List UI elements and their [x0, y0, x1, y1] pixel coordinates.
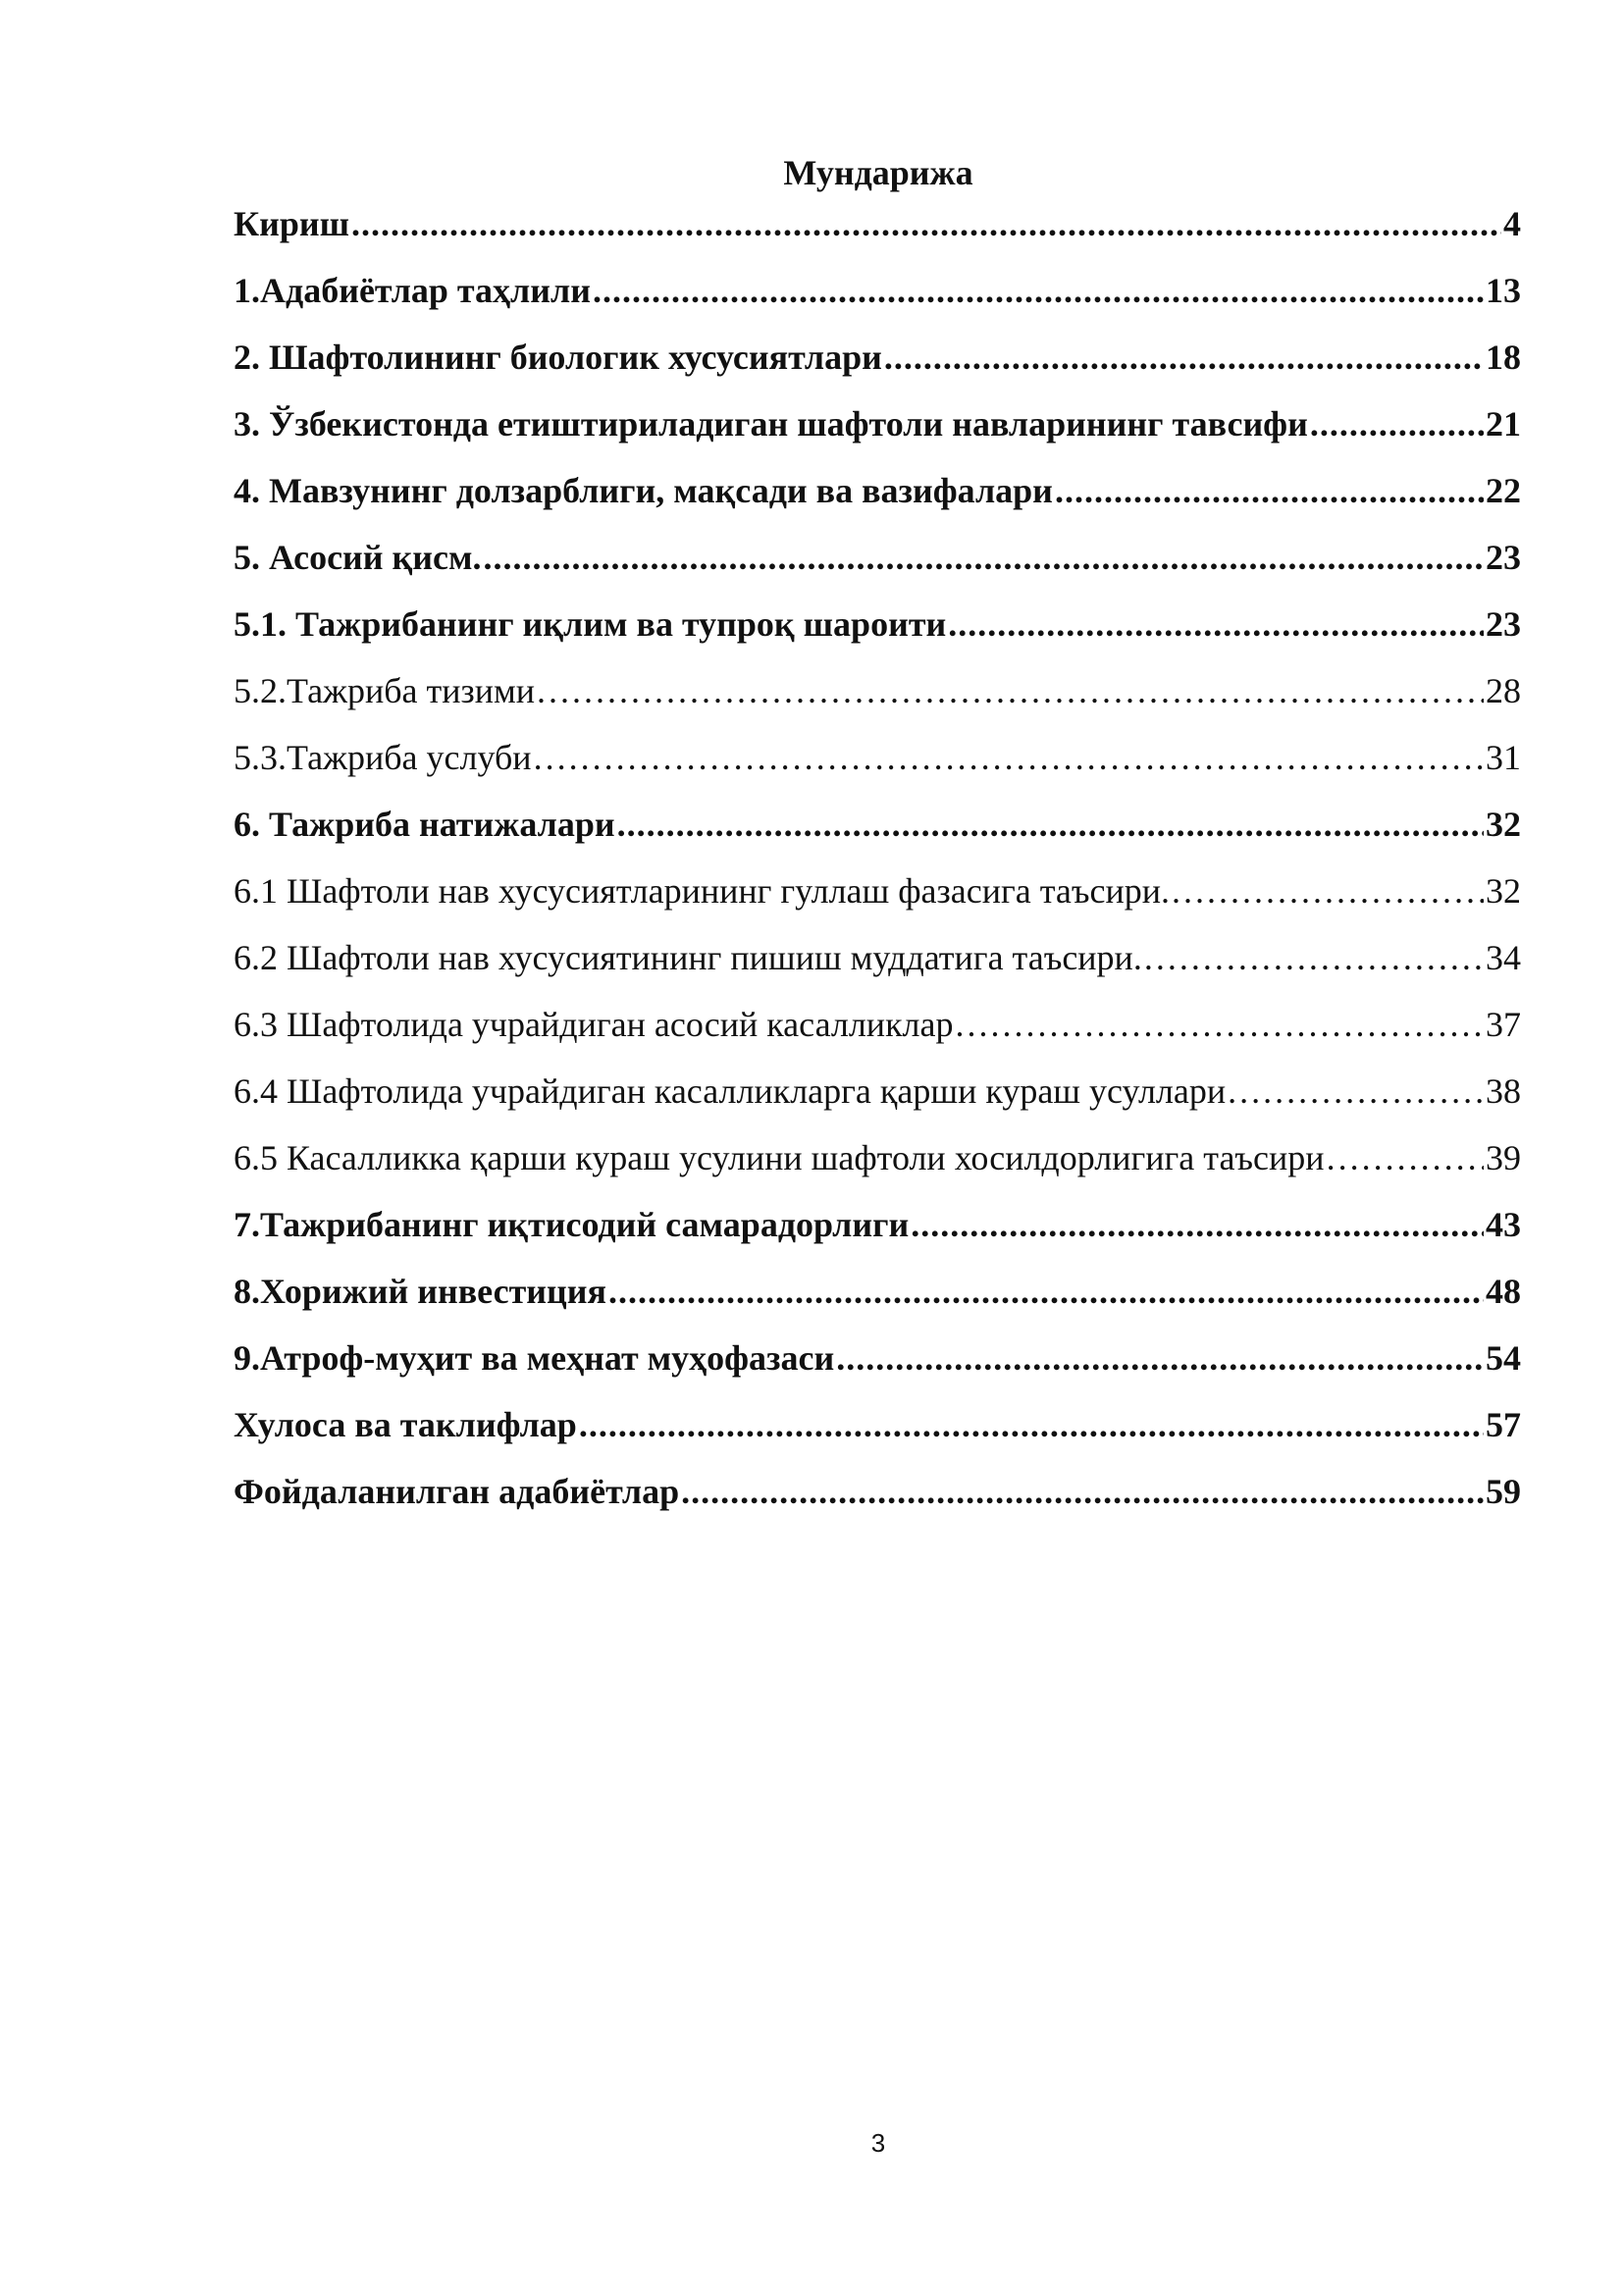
page-title: Мундарижа [783, 153, 973, 192]
toc-entry-title: Кириш [234, 204, 350, 243]
toc-entry-title: 4. Мавзунинг долзарблиги, мақсади ва вазифалари [234, 471, 1053, 510]
toc-dot-leader [1172, 867, 1484, 914]
toc-page-number: 23 [1486, 538, 1521, 577]
toc-entry [234, 801, 1521, 867]
toc-dot-leader [956, 1001, 1485, 1048]
toc-dot-leader [836, 1334, 1484, 1382]
toc-dot-leader [911, 1201, 1484, 1248]
toc-page-number: 32 [1486, 805, 1521, 844]
toc-page-number: 54 [1486, 1338, 1521, 1378]
toc-dot-leader [534, 734, 1484, 781]
toc-page-number: 23 [1486, 604, 1521, 644]
table-of-contents [234, 200, 1521, 1535]
toc-entry [234, 334, 1521, 400]
toc-entry [234, 400, 1521, 467]
page-number: 3 [870, 2128, 886, 2158]
toc-dot-leader [1055, 467, 1484, 514]
toc-entry-title: 9.Атроф-муҳит ва меҳнат муҳофазаси [234, 1338, 835, 1378]
toc-page-number: 37 [1486, 1005, 1521, 1044]
toc-entry-title: 6.4 Шафтолида учрайдиган касалликларга қарши кураш усуллари [234, 1071, 1227, 1111]
toc-entry [234, 1201, 1521, 1268]
toc-entry-title: 6.5 Касалликка қарши кураш усулини шафтоли хосилдорлигига таъсири [234, 1138, 1325, 1177]
toc-page-number: 59 [1486, 1472, 1521, 1511]
toc-page-number: 31 [1486, 738, 1521, 777]
toc-entry-title: 6.2 Шафтоли нав хусусиятининг пишиш муддатига таъсири. [234, 938, 1142, 977]
toc-entry-title: 1.Адабиётлар таҳлили [234, 271, 591, 310]
toc-page-number: 13 [1486, 271, 1521, 310]
toc-entry [234, 600, 1521, 667]
toc-page-number: 22 [1486, 471, 1521, 510]
toc-dot-leader [579, 1401, 1484, 1448]
toc-entry [234, 1268, 1521, 1334]
toc-dot-leader [617, 801, 1484, 848]
toc-entry [234, 534, 1521, 600]
toc-entry-title: 5.2.Тажриба тизими [234, 671, 536, 710]
toc-dot-leader [593, 267, 1484, 314]
toc-dot-leader [351, 200, 1501, 247]
toc-dot-leader [484, 534, 1484, 581]
toc-entry [234, 1401, 1521, 1468]
toc-page-number: 57 [1486, 1405, 1521, 1444]
toc-entry [234, 1068, 1521, 1134]
toc-page-number: 48 [1486, 1272, 1521, 1311]
toc-entry-title: 6.3 Шафтолида учрайдиган асосий касалликлар [234, 1005, 954, 1044]
toc-entry-title: 7.Тажрибанинг иқтисодий самарадорлиги [234, 1205, 910, 1244]
toc-entry-title: Хулоса ва таклифлар [234, 1405, 577, 1444]
toc-entry-title: Фойдаланилган адабиётлар [234, 1472, 680, 1511]
toc-page-number: 39 [1486, 1138, 1521, 1177]
toc-entry [234, 867, 1521, 934]
toc-entry-title: 2. Шафтолининг биологик хусусиятлари [234, 338, 882, 377]
toc-dot-leader [948, 600, 1484, 648]
toc-entry [234, 667, 1521, 734]
toc-entry-title: 3. Ўзбекистонда етиштириладиган шафтоли навларининг тавсифи [234, 404, 1308, 444]
toc-entry-title: 8.Хорижий инвестиция [234, 1272, 606, 1311]
toc-entry [234, 1134, 1521, 1201]
toc-dot-leader [537, 667, 1484, 714]
toc-page-number: 18 [1486, 338, 1521, 377]
toc-page-number: 4 [1503, 204, 1521, 243]
toc-dot-leader [608, 1268, 1484, 1315]
toc-entry [234, 200, 1521, 267]
toc-dot-leader [681, 1468, 1484, 1515]
toc-entry [234, 267, 1521, 334]
toc-page-number: 32 [1486, 871, 1521, 911]
toc-page-number: 38 [1486, 1071, 1521, 1111]
toc-entry [234, 934, 1521, 1001]
toc-entry-title: 5. Асосий қисм. [234, 538, 482, 577]
toc-page-number: 28 [1486, 671, 1521, 710]
toc-dot-leader [1327, 1134, 1484, 1181]
toc-entry [234, 1001, 1521, 1068]
toc-entry [234, 467, 1521, 534]
toc-entry-title: 6.1 Шафтоли нав хусусиятларининг гуллаш фазасига таъсири. [234, 871, 1170, 911]
toc-entry-title: 5.3.Тажриба услуби [234, 738, 532, 777]
toc-entry [234, 1334, 1521, 1401]
toc-entry-title: 6. Тажриба натижалари [234, 805, 615, 844]
toc-dot-leader [1310, 400, 1484, 447]
toc-entry [234, 734, 1521, 801]
toc-page-number: 34 [1486, 938, 1521, 977]
toc-dot-leader [1228, 1068, 1484, 1115]
toc-page-number: 21 [1486, 404, 1521, 444]
toc-entry-title: 5.1. Тажрибанинг иқлим ва тупроқ шароити [234, 604, 947, 644]
toc-page-number: 43 [1486, 1205, 1521, 1244]
toc-entry [234, 1468, 1521, 1535]
toc-dot-leader [884, 334, 1484, 381]
toc-dot-leader [1144, 934, 1484, 981]
